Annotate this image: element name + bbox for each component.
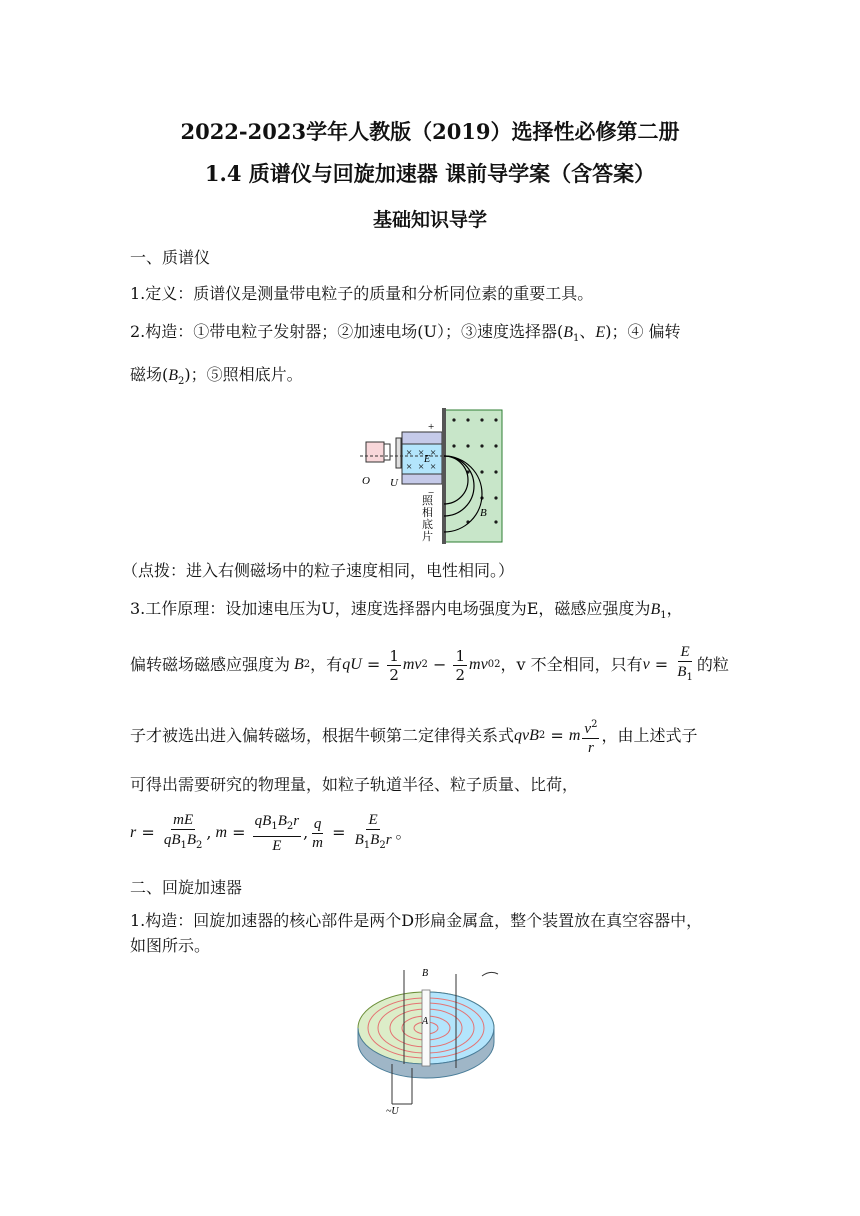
principle-line1: 3.工作原理：设加速电压为U，速度选择器内电场强度为E，磁感应强度为$B_1$， xyxy=(130,599,683,622)
cyclotron-structure-line2: 如图所示。 xyxy=(130,936,211,955)
principle-text-2b: ，有 xyxy=(310,655,343,674)
selector-top-plate xyxy=(402,432,442,444)
rotation-arrow xyxy=(482,972,498,976)
mass-spec-structure-line2: 磁场$(B_2)$；⑤照相底片。 xyxy=(130,365,303,388)
hint-text: （点拨：进入右侧磁场中的粒子速度相同，电性相同。） xyxy=(122,561,515,580)
mass-spec-heading: 一、质谱仪 xyxy=(130,248,211,267)
e-symbol: E xyxy=(595,324,606,341)
principle-line3: 子才被选出进入偏转磁场，根据牛顿第二定律得关系式 qvB 2 = m $\frac{v^2}{r}$ ，由上述式子 xyxy=(130,712,730,760)
svg-text:×: × xyxy=(406,447,413,459)
label-minus: − xyxy=(428,487,435,499)
principle-text-3a: 子才被选出进入偏转磁场，根据牛顿第二定律得关系式 xyxy=(130,726,515,745)
film-plate-edge xyxy=(442,408,446,544)
formula-end: 。 xyxy=(395,823,412,842)
mass-spectrometer-figure xyxy=(356,404,506,546)
svg-text:×: × xyxy=(430,461,437,473)
film-char-2: 相 xyxy=(422,507,433,519)
label-e: E xyxy=(424,454,431,465)
structure-text: 2.构造：①带电粒子发射器；②加速电场(U）；③速度选择器( xyxy=(130,322,564,341)
principle-text-2a: 偏转磁场磁感应强度为 xyxy=(130,655,291,674)
svg-text:×: × xyxy=(418,461,425,473)
film-char-3: 底 xyxy=(422,519,433,531)
cyclotron-label-a: A xyxy=(422,1016,429,1027)
separator: 、 xyxy=(579,322,596,341)
cyclotron-heading: 二、回旋加速器 xyxy=(130,878,243,897)
b2-symbol: B xyxy=(168,367,179,384)
result-formulas: r = $\frac{mE}{qB_1B_2}$ , m = $\frac{qB_1B_2r}{E}$ , $\frac{q}{m}$ = $\frac{E}{B_1B_2r}$ 。 xyxy=(130,812,412,854)
cyclotron-label-b: B xyxy=(422,968,429,979)
structure-text-2: 磁场( xyxy=(130,365,169,384)
mass-spec-structure-line1: 2.构造：①带电粒子发射器；②加速电场(U）；③速度选择器($B_1$、E)；④ 偏转 xyxy=(130,322,681,345)
document-subtitle: 1.4 质谱仪与回旋加速器 课前导学案（含答案） xyxy=(204,161,656,186)
structure-tail: )；④ 偏转 xyxy=(605,322,681,341)
selector-bottom-plate xyxy=(402,474,442,484)
particle-source xyxy=(366,442,384,462)
label-o: O xyxy=(362,475,370,487)
label-u: U xyxy=(390,477,398,489)
structure-tail-2: )；⑤照相底片。 xyxy=(184,365,303,384)
mass-spec-definition: 1.定义：质谱仪是测量带电粒子的质量和分析同位素的重要工具。 xyxy=(130,284,594,303)
svg-text:×: × xyxy=(430,447,437,459)
label-plus: + xyxy=(428,421,435,433)
principle-text-2d: 的粒 xyxy=(696,655,729,674)
gap xyxy=(422,990,430,1066)
cyclotron-figure xyxy=(352,964,512,1116)
document-title: 2022-2023学年人教版（2019）选择性必修第二册 xyxy=(180,119,680,144)
film-char-1: 照 xyxy=(422,495,433,507)
cyclotron-label-u: ~U xyxy=(386,1106,399,1116)
film-char-4: 片 xyxy=(422,531,433,543)
svg-text:×: × xyxy=(418,447,425,459)
accelerator-plate xyxy=(396,438,401,468)
principle-text-1: 3.工作原理：设加速电压为U，速度选择器内电场强度为E，磁感应强度为 xyxy=(130,599,651,618)
principle-text-2c: ，v 不全相同，只有 xyxy=(500,655,643,674)
principle-line2: 偏转磁场磁感应强度为 B 2 ，有 qU = $\frac{1}{2}$ mv 2 − $\frac{1}{2}$ mv 0 2 ，v 不全相同，只有 v = $\frac{E}{B_1}$ 的粒 xyxy=(130,644,729,684)
label-b2: B xyxy=(480,507,487,519)
b1-symbol: B xyxy=(563,324,574,341)
principle-line4: 可得出需要研究的物理量，如粒子轨道半径、粒子质量、比荷， xyxy=(130,775,579,794)
cyclotron-structure-line1: 1.构造：回旋加速器的核心部件是两个D形扁金属盒，整个装置放在真空容器中， xyxy=(130,911,703,930)
principle-text-3b: ，由上述式子 xyxy=(601,726,698,745)
section-heading: 基础知识导学 xyxy=(372,209,487,231)
svg-text:×: × xyxy=(406,461,413,473)
